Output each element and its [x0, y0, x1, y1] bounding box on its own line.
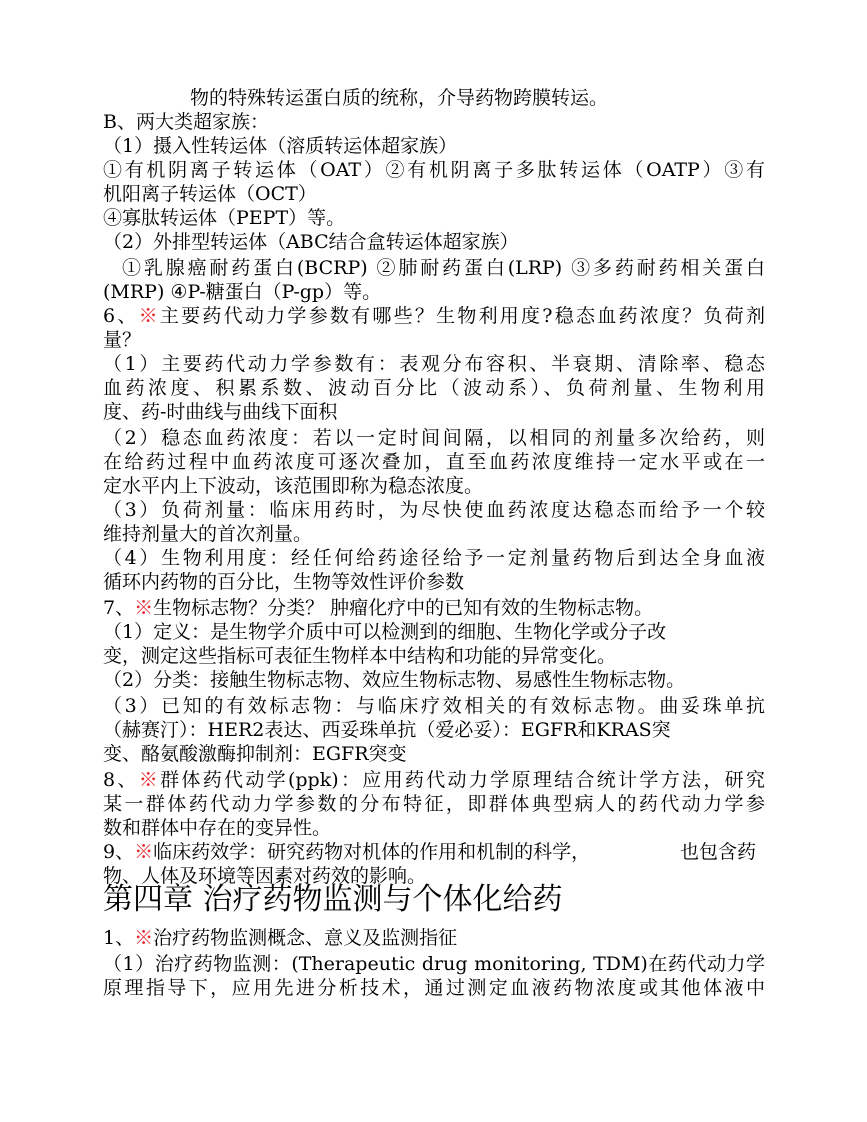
text-line: 物、人体及环境等因素对药效的影响。	[103, 865, 427, 887]
question-number: 9、	[103, 841, 135, 863]
text-line: 变、酪氨酸激酶抑制剂：EGFR突变	[103, 743, 407, 765]
text-line: 机阳离子转运体（OCT）	[103, 183, 317, 205]
question-number: 1、	[103, 927, 135, 949]
key-mark: ※	[134, 927, 154, 949]
section-heading-b: B、两大类超家族：	[103, 111, 269, 133]
text-line: （2）稳态血药浓度：若以一定时间间隔，以相同的剂量多次给药，则	[103, 427, 765, 449]
text-line: 数和群体中存在的变异性。	[103, 817, 332, 839]
text-line: 循环内药物的百分比，生物等效性评价参数	[103, 571, 465, 593]
key-mark: ※	[138, 305, 160, 327]
text-line: 血药浓度、积累系数、波动百分比（波动系）、负荷剂量、生物利用	[103, 377, 765, 399]
text-line: （1）定义：是生物学介质中可以检测到的细胞、生物化学或分子改	[103, 621, 667, 643]
text-line: （1）主要药代动力学参数有：表观分布容积、半衰期、清除率、稳态	[103, 353, 765, 375]
text-line: （1）治疗药物监测：(Therapeutic drug monitoring, TDM)在药代动力学	[103, 953, 765, 975]
text-line: （2）外排型转运体（ABC结合盒转运体超家族）	[103, 231, 519, 253]
question-6: 6、※主要药代动力学参数有哪些？生物利用度?稳态血药浓度？负荷剂	[103, 305, 765, 327]
text-line: （赫赛汀）：HER2表达、西妥珠单抗（爱必妥）：EGFR和KRAS突	[103, 719, 671, 741]
text-line: （4）生物利用度：经任何给药途径给予一定剂量药物后到达全身血液	[103, 547, 765, 569]
text-line: 定水平内上下波动，该范围即称为稳态浓度。	[103, 475, 484, 497]
text-line: ④寡肽转运体（PEPT）等。	[103, 207, 346, 229]
text-line: 维持剂量大的首次剂量。	[103, 523, 313, 545]
question-number: 8、	[103, 769, 139, 791]
text-line: 也包含药	[680, 841, 757, 863]
text-line: （2）分类：接触生物标志物、效应生物标志物、易感性生物标志物。	[103, 669, 686, 691]
key-mark: ※	[138, 769, 161, 791]
text-line: 在给药过程中血药浓度可逐次叠加，直至血药浓度维持一定水平或在一	[103, 451, 765, 473]
chapter-heading: 第四章 治疗药物监测与个体化给药	[103, 882, 563, 917]
text-line: 度、药-时曲线与曲线下面积	[103, 401, 338, 423]
text-line: 量？	[103, 329, 142, 351]
text-line: 物的特殊转运蛋白质的统称，介导药物跨膜转运。	[190, 87, 609, 109]
key-mark: ※	[134, 841, 154, 863]
text-line: 变，测定这些指标可表征生物样本中结构和功能的异常变化。	[103, 645, 617, 667]
text-line: ①有机阴离子转运体（OAT）②有机阴离子多肽转运体（OATP）③有	[103, 159, 765, 181]
text-line: （3）负荷剂量：临床用药时，为尽快使血药浓度达稳态而给予一个较	[103, 499, 765, 521]
text-line: 原理指导下，应用先进分析技术，通过测定血液药物浓度或其他体液中	[103, 977, 765, 999]
item-1: 1、※治疗药物监测概念、意义及监测指征	[103, 927, 458, 949]
key-mark: ※	[134, 597, 154, 619]
question-number: 7、	[103, 597, 135, 619]
question-9: 9、※临床药效学：研究药物对机体的作用和机制的科学，	[103, 841, 591, 863]
question-number: 6、	[103, 305, 139, 327]
text-line: 某一群体药代动力学参数的分布特征，即群体典型病人的药代动力学参	[103, 793, 765, 815]
question-8: 8、※群体药代动学(ppk)：应用药代动力学原理结合统计学方法，研究	[103, 769, 765, 791]
text-line: ①乳腺癌耐药蛋白(BCRP) ②肺耐药蛋白(LRP) ③多药耐药相关蛋白	[122, 257, 765, 279]
text-line: (MRP) ④P-糖蛋白（P-gp）等。	[103, 281, 382, 303]
text-line: （1）摄入性转运体（溶质转运体超家族）	[103, 135, 458, 157]
text-line: （3）已知的有效标志物：与临床疗效相关的有效标志物。曲妥珠单抗	[103, 695, 765, 717]
question-7: 7、※生物标志物？分类？ 肿瘤化疗中的已知有效的生物标志物。	[103, 597, 654, 619]
